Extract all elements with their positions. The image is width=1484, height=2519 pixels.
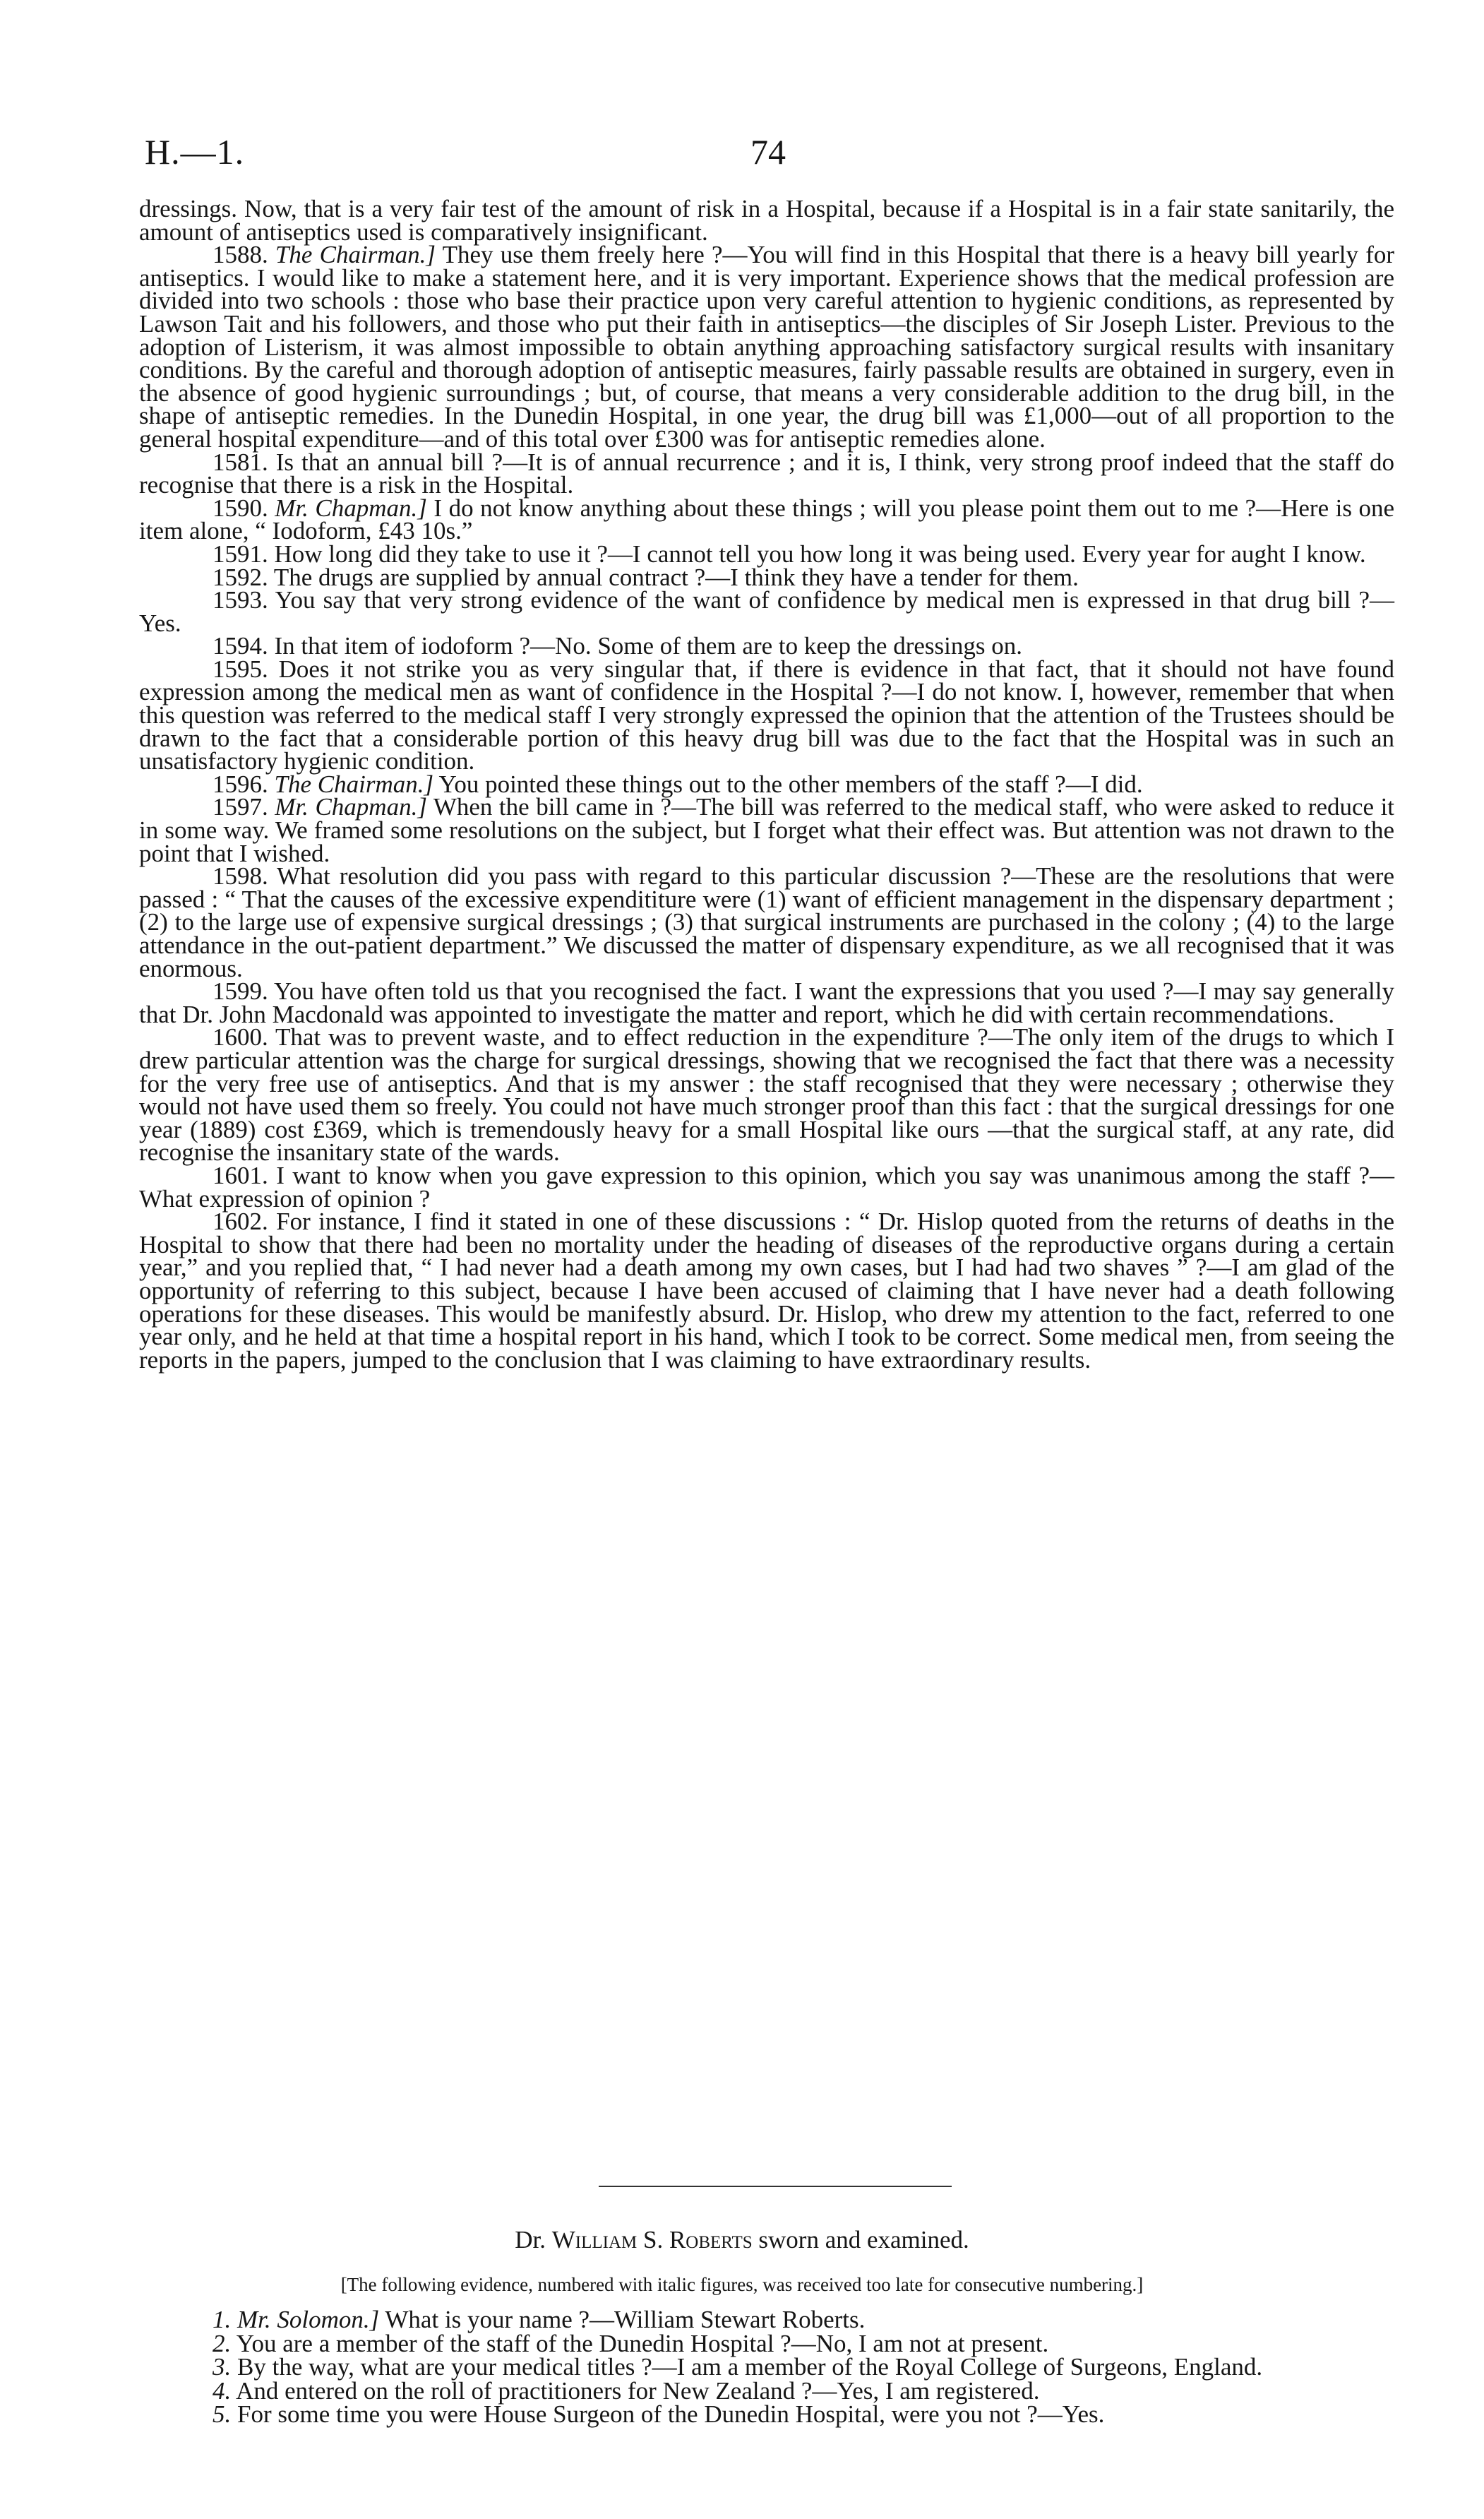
paragraph <box>139 977 1394 1028</box>
paragraph <box>139 2329 1394 2357</box>
speaker: Mr. Chapman.] <box>275 793 427 821</box>
paragraph-text: dressings. Now, that is a very fair test of the amount of risk in a Hospital, because if a Hospital is in a fair state sanitarily, the amount of antiseptics used is comparatively insignificant. <box>139 195 1394 246</box>
paragraph-text: That was to prevent waste, and to effect reduction in the expenditure ?—The only item of the drugs to which I drew particular attention was the charge for surgical dressings, showing that we recognised the fact that there was a necessity for the very free use of antiseptics. And that is my answer : the staff recognised that they were necessary ; otherwise they would not have used them so freely. You could not have much stronger proof than this fact : that the surgical dressings for one year (1889) cost £369, which is tremendously heavy for a small Hospital like ours —that the surgical staff, at any rate, did recognise the insanitary state of the wards. <box>139 1023 1394 1167</box>
question-number: 1. <box>213 2306 232 2333</box>
paragraph-text: You say that very strong evidence of the want of confidence by medical men is expressed in that drug bill ?—Yes. <box>139 586 1394 637</box>
section-divider <box>599 2186 952 2187</box>
paragraph-text: What resolution did you pass with regard to this particular discussion ?—These are the resolutions that were passed : “ That the causes of the excessive expendititure were (1) want of efficient management in the dispensary department ; (2) to the large use of expensive surgical dressings ; (3) that surgical instruments are purchased in the colony ; (4) to the large attendance in the out-patient department.” We discussed the matter of dispensary expenditure, as we all recognised that it was enormous. <box>139 862 1394 982</box>
paragraph-text: How long did they take to use it ?—I cannot tell you how long it was being used. Every year for aught I know. <box>268 540 1366 568</box>
paragraph-text: I want to know when you gave expression to this opinion, which you say was unanimous among the staff ?—What expression of opinion ? <box>139 1161 1394 1213</box>
paragraph <box>139 494 1395 545</box>
paragraph-text: Does it not strike you as very singular that, if there is evidence in that fact, that it should not have found expression among the medical men as want of confidence in the Hospital ?—I do not know. I, however, remember that when this question was referred to the medical staff I very strongly expressed the opinion that the attention of the Trustees should be drawn to the fact that a considerable portion of this heavy drug bill was due to the fact that the Hospital was in such an unsatisfactory hygienic condition. <box>139 655 1394 775</box>
section-label: H.—1. <box>145 132 245 172</box>
page-header <box>145 131 1387 181</box>
question-number: 1600. <box>213 1023 268 1052</box>
paragraph-text: In that item of iodoform ?—No. Some of them are to keep the dressings on. <box>268 632 1022 660</box>
paragraph-text: For some time you were House Surgeon of the Dunedin Hospital, were you not ?—Yes. <box>231 2400 1105 2428</box>
question-number: 2. <box>213 2329 232 2357</box>
paragraph <box>139 1208 1394 1374</box>
paragraph-text: I do not know anything about these things ; will you please point them out to me ?—Here is one item alone, “ Iodoform, £43 10s.” <box>139 494 1395 545</box>
speaker: The Chairman.] <box>274 770 434 798</box>
witness-suffix: sworn and examined. <box>752 2226 969 2253</box>
question-number: 1590. <box>213 494 268 522</box>
question-number: 1592. <box>213 563 268 591</box>
question-number: 1581. <box>213 448 268 476</box>
paragraph <box>139 2376 1394 2405</box>
paragraph <box>139 655 1394 775</box>
paragraph-text: You have often told us that you recognised the fact. I want the expressions that you used ?—I may say generally that Dr. John Macdonald was appointed to investigate the matter and report, which he did with certain recommendations. <box>139 977 1394 1028</box>
question-number: 1591. <box>213 540 268 568</box>
question-number: 4. <box>213 2376 232 2405</box>
speaker: Mr. Chapman.] <box>275 494 427 522</box>
paragraph <box>139 2402 1394 2426</box>
question-number: 1594. <box>213 632 268 660</box>
witness-evidence <box>139 2308 1394 2426</box>
question-number: 3. <box>213 2353 232 2381</box>
paragraph <box>139 793 1395 867</box>
witness-prefix: Dr. <box>515 2226 552 2253</box>
question-number: 1602. <box>213 1208 268 1236</box>
paragraph-text: You are a member of the staff of the Dunedin Hospital ?—No, I am not at present. <box>231 2329 1049 2357</box>
paragraph-text: The drugs are supplied by annual contract ?—I think they have a tender for them. <box>268 563 1079 591</box>
speaker: The Chairman.] <box>275 241 436 269</box>
paragraph <box>139 862 1394 982</box>
page-number: 74 <box>750 132 786 172</box>
question-number: 5. <box>213 2400 232 2428</box>
paragraph-text: They use them freely here ?—You will find in this Hospital that there is a heavy bill yearly for antiseptics. I would like to make a statement here, and it is very important. Experience shows that the medical profession are divided into two schools : those who base their practice upon very careful attention to hygienic conditions, as represented by Lawson Tait and his followers, and those who put their faith in antiseptics—the disciples of Sir Joseph Lister. Previous to the adoption of Listerism, it was almost impossible to obtain anything approaching satisfactory surgical results with insanitary conditions. By the careful and thorough adoption of antiseptic measures, fairly passable results are obtained in surgery, even in the absence of good hygienic surroundings ; but, of course, that means a very considerable addition to the drug bill, in the shape of antiseptic remedies. In the Dunedin Hospital, in one year, the drug bill was £1,000—out of all proportion to the general hospital expenditure—and of this total over £300 was for antiseptic remedies alone. <box>139 241 1395 453</box>
paragraph-text: What is your name ?—William Stewart Roberts. <box>379 2306 866 2333</box>
paragraph <box>139 195 1394 246</box>
paragraph <box>139 1023 1394 1167</box>
question-number: 1597. <box>213 793 268 821</box>
paragraph-text: And entered on the roll of practitioners for New Zealand ?—Yes, I am registered. <box>231 2376 1040 2405</box>
speaker: Mr. Solomon.] <box>237 2306 380 2333</box>
paragraph <box>139 2308 1394 2332</box>
question-number: 1596. <box>213 770 268 798</box>
paragraph-text: Is that an annual bill ?—It is of annual recurrence ; and it is, I think, very strong proof indeed that the staff do recognise that there is a risk in the Hospital. <box>139 448 1394 499</box>
paragraph <box>139 448 1394 499</box>
paragraph <box>139 241 1395 453</box>
question-number: 1601. <box>213 1161 268 1189</box>
witness-name: William S. Roberts <box>551 2226 753 2253</box>
paragraph <box>139 1161 1394 1213</box>
paragraph-text: You pointed these things out to the other members of the staff ?—I did. <box>433 770 1143 798</box>
question-number: 1598. <box>213 862 268 891</box>
question-number: 1593. <box>213 586 268 614</box>
question-number: 1599. <box>213 977 268 1006</box>
evidence-body <box>139 195 1395 1374</box>
witness-heading <box>0 2226 1484 2254</box>
question-number: 1595. <box>213 655 268 683</box>
question-number: 1588. <box>213 241 268 269</box>
paragraph-text: By the way, what are your medical titles ?—I am a member of the Royal College of Surgeons, England. <box>231 2353 1263 2381</box>
paragraph <box>139 586 1394 637</box>
paragraph-text: When the bill came in ?—The bill was referred to the medical staff, who were asked to reduce it in some way. We framed some resolutions on the subject, but I forget what their effect was. But attention was not drawn to the point that I wished. <box>139 793 1395 867</box>
paragraph <box>139 2355 1394 2379</box>
paragraph-text: For instance, I find it stated in one of these discussions : “ Dr. Hislop quoted from the returns of deaths in the Hospital to show that there had been no mortality under the heading of diseases of the reproductive organs during a certain year,” and you replied that, “ I had never had a death among my own cases, but I had had two shaves ” ?—I am glad of the opportunity of referring to this subject, because I have been accused of claiming that I have never had a death following operations for these diseases. This would be manifestly absurd. Dr. Hislop, who drew my attention to the fact, referred to one year only, and he held at that time a hospital report in his hand, which I took to be correct. Some medical men, from seeing the reports in the papers, jumped to the conclusion that I was claiming to have extraordinary results. <box>139 1208 1394 1374</box>
editorial-note: [The following evidence, numbered with italic figures, was received too late for consecutive numbering.] <box>340 2274 1144 2295</box>
